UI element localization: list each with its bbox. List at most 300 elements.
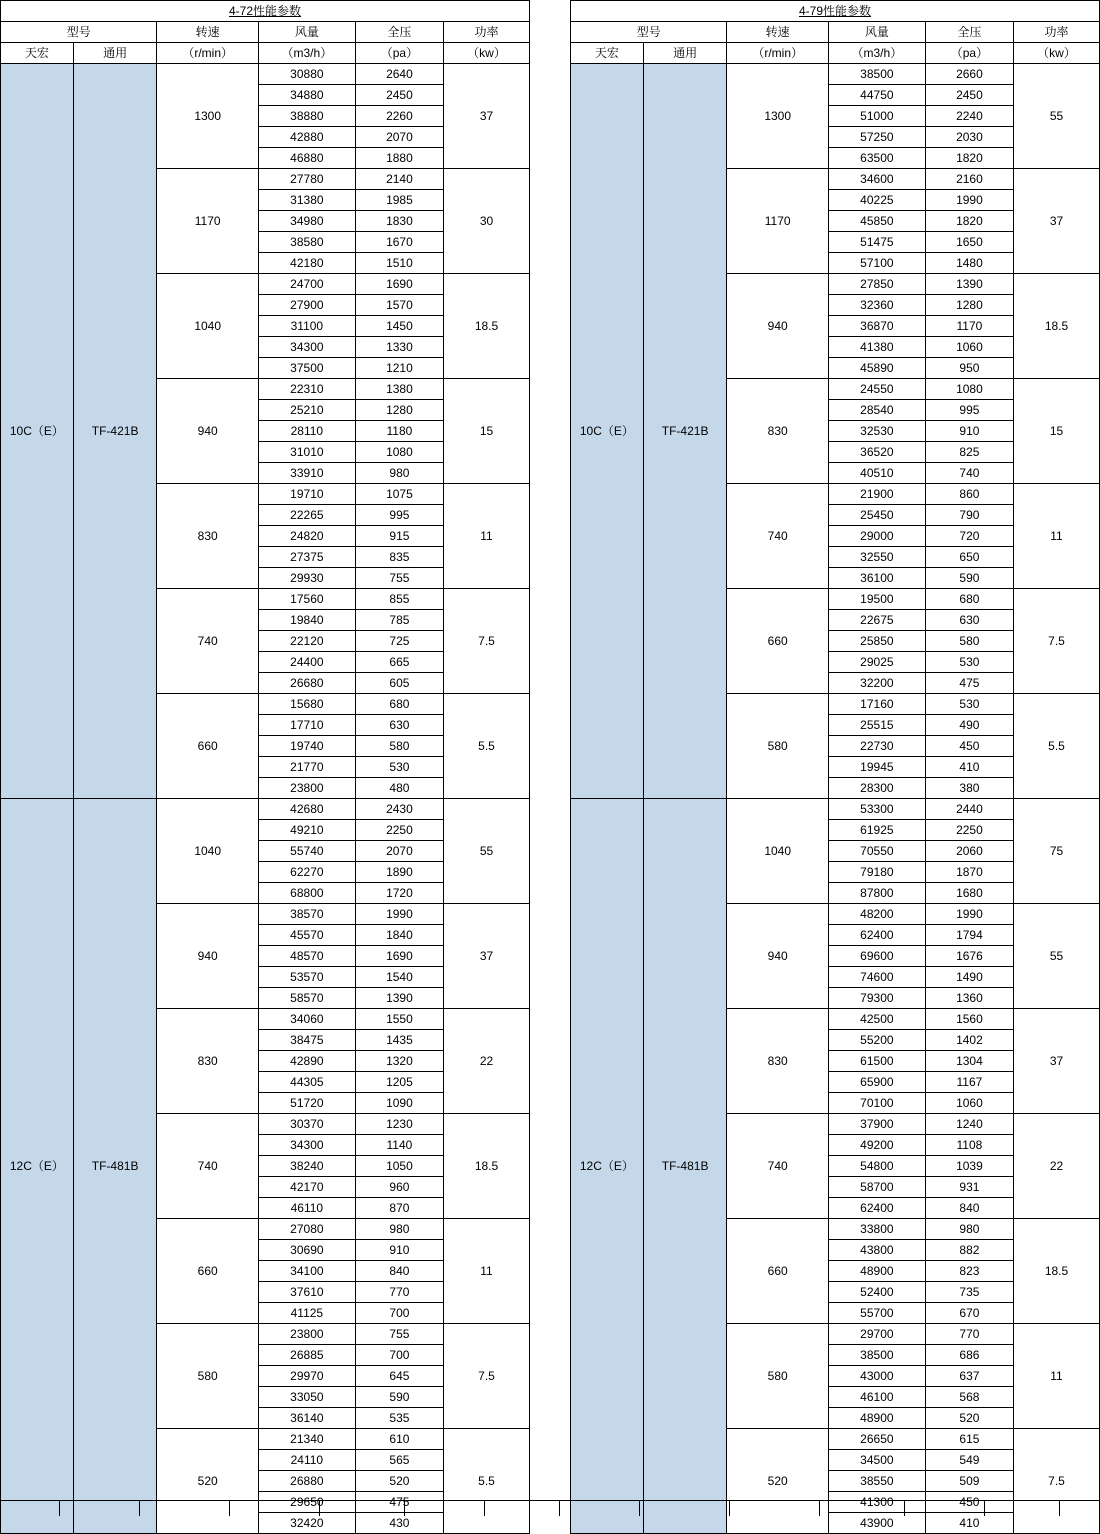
rpm-cell: 660 <box>157 694 258 799</box>
flow-cell: 25450 <box>828 505 925 526</box>
flow-cell: 61925 <box>828 820 925 841</box>
rpm-cell: 830 <box>157 484 258 589</box>
flow-cell: 46110 <box>258 1198 355 1219</box>
pressure-cell: 995 <box>925 400 1013 421</box>
flow-cell: 37900 <box>828 1114 925 1135</box>
flow-cell: 49210 <box>258 820 355 841</box>
sheet-strip-cell <box>60 1501 140 1516</box>
pressure-cell: 630 <box>925 610 1013 631</box>
pressure-cell: 1840 <box>355 925 443 946</box>
pressure-cell: 2250 <box>355 820 443 841</box>
flow-cell: 62400 <box>828 925 925 946</box>
pressure-cell: 630 <box>355 715 443 736</box>
flow-cell: 57250 <box>828 127 925 148</box>
flow-cell: 33800 <box>828 1219 925 1240</box>
header-brand-common: 通用 <box>73 43 157 64</box>
flow-cell: 27080 <box>258 1219 355 1240</box>
header-brand-tianhong: 天宏 <box>1 43 74 64</box>
pressure-cell: 680 <box>355 694 443 715</box>
rpm-cell: 940 <box>727 904 828 1009</box>
flow-cell: 51000 <box>828 106 925 127</box>
pressure-cell: 480 <box>355 778 443 799</box>
rpm-cell: 940 <box>727 274 828 379</box>
pressure-cell: 450 <box>925 736 1013 757</box>
flow-cell: 51475 <box>828 232 925 253</box>
sheet-bottom-strip <box>0 1500 1100 1516</box>
flow-cell: 34300 <box>258 337 355 358</box>
flow-cell: 41380 <box>828 337 925 358</box>
flow-cell: 25515 <box>828 715 925 736</box>
pressure-cell: 1140 <box>355 1135 443 1156</box>
flow-cell: 38500 <box>828 1345 925 1366</box>
flow-cell: 24550 <box>828 379 925 400</box>
flow-cell: 17710 <box>258 715 355 736</box>
model-common-cell: TF-421B <box>643 64 727 799</box>
pressure-cell: 1990 <box>925 190 1013 211</box>
rpm-cell: 660 <box>157 1219 258 1324</box>
rpm-cell: 1040 <box>157 799 258 904</box>
power-cell: 55 <box>444 799 530 904</box>
pressure-cell: 1380 <box>355 379 443 400</box>
flow-cell: 21770 <box>258 757 355 778</box>
pressure-cell: 980 <box>355 1219 443 1240</box>
flow-cell: 34060 <box>258 1009 355 1030</box>
flow-cell: 32550 <box>828 547 925 568</box>
flow-cell: 21340 <box>258 1429 355 1450</box>
flow-cell: 62270 <box>258 862 355 883</box>
flow-cell: 28300 <box>828 778 925 799</box>
pressure-cell: 509 <box>925 1471 1013 1492</box>
header-rpm-unit: （r/min） <box>727 43 828 64</box>
flow-cell: 29025 <box>828 652 925 673</box>
perf-table-4-72 <box>0 0 530 1534</box>
pressure-cell: 580 <box>925 631 1013 652</box>
pressure-cell: 1090 <box>355 1093 443 1114</box>
flow-cell: 19710 <box>258 484 355 505</box>
header-pressure: 全压 <box>925 22 1013 43</box>
pressure-cell: 1450 <box>355 316 443 337</box>
flow-cell: 43900 <box>828 1513 925 1534</box>
pressure-cell: 520 <box>925 1408 1013 1429</box>
flow-cell: 42880 <box>258 127 355 148</box>
table-title-text: 4-79性能参数 <box>798 4 872 18</box>
flow-cell: 58570 <box>258 988 355 1009</box>
pressure-cell: 520 <box>355 1471 443 1492</box>
pressure-cell: 410 <box>925 1513 1013 1534</box>
pressure-cell: 835 <box>355 547 443 568</box>
power-cell: 5.5 <box>444 694 530 799</box>
pressure-cell: 2140 <box>355 169 443 190</box>
pressure-cell: 1794 <box>925 925 1013 946</box>
flow-cell: 58700 <box>828 1177 925 1198</box>
pressure-cell: 590 <box>355 1387 443 1408</box>
pressure-cell: 605 <box>355 673 443 694</box>
flow-cell: 48570 <box>258 946 355 967</box>
rpm-cell: 1300 <box>727 64 828 169</box>
header-flow: 风量 <box>258 22 355 43</box>
pressure-cell: 2450 <box>355 85 443 106</box>
flow-cell: 34500 <box>828 1450 925 1471</box>
perf-table-4-79 <box>570 0 1100 1534</box>
rpm-cell: 660 <box>727 589 828 694</box>
pressure-cell: 790 <box>925 505 1013 526</box>
power-cell: 55 <box>1014 904 1100 1009</box>
pressure-cell: 1880 <box>355 148 443 169</box>
flow-cell: 42890 <box>258 1051 355 1072</box>
pressure-cell: 1990 <box>355 904 443 925</box>
pressure-cell: 1108 <box>925 1135 1013 1156</box>
flow-cell: 29000 <box>828 526 925 547</box>
pressure-cell: 475 <box>925 673 1013 694</box>
pressure-cell: 1080 <box>925 379 1013 400</box>
flow-cell: 36100 <box>828 568 925 589</box>
flow-cell: 22310 <box>258 379 355 400</box>
pressure-cell: 549 <box>925 1450 1013 1471</box>
pressure-cell: 725 <box>355 631 443 652</box>
power-cell: 11 <box>1014 1324 1100 1429</box>
rpm-cell: 740 <box>727 1114 828 1219</box>
pressure-cell: 645 <box>355 1366 443 1387</box>
pressure-cell: 1320 <box>355 1051 443 1072</box>
table-wrap-right <box>570 0 1100 1530</box>
pressure-cell: 995 <box>355 505 443 526</box>
pressure-cell: 1480 <box>925 253 1013 274</box>
flow-cell: 29700 <box>828 1324 925 1345</box>
flow-cell: 27375 <box>258 547 355 568</box>
flow-cell: 79300 <box>828 988 925 1009</box>
header-power: 功率 <box>444 22 530 43</box>
flow-cell: 22675 <box>828 610 925 631</box>
flow-cell: 32530 <box>828 421 925 442</box>
flow-cell: 74600 <box>828 967 925 988</box>
pressure-cell: 2030 <box>925 127 1013 148</box>
power-cell: 7.5 <box>444 589 530 694</box>
pressure-cell: 1720 <box>355 883 443 904</box>
flow-cell: 48900 <box>828 1261 925 1282</box>
pressure-cell: 490 <box>925 715 1013 736</box>
pressure-cell: 610 <box>355 1429 443 1450</box>
power-cell: 5.5 <box>1014 694 1100 799</box>
flow-cell: 25850 <box>828 631 925 652</box>
flow-cell: 42170 <box>258 1177 355 1198</box>
power-cell: 15 <box>444 379 530 484</box>
flow-cell: 26880 <box>258 1471 355 1492</box>
flow-cell: 45850 <box>828 211 925 232</box>
power-cell: 15 <box>1014 379 1100 484</box>
pressure-cell: 2060 <box>925 841 1013 862</box>
pressure-cell: 2250 <box>925 820 1013 841</box>
pressure-cell: 665 <box>355 652 443 673</box>
flow-cell: 44750 <box>828 85 925 106</box>
pressure-cell: 1990 <box>925 904 1013 925</box>
header-power: 功率 <box>1014 22 1100 43</box>
pressure-cell: 840 <box>925 1198 1013 1219</box>
pressure-cell: 1050 <box>355 1156 443 1177</box>
pressure-cell: 1560 <box>925 1009 1013 1030</box>
sheet-strip-cell <box>905 1501 985 1516</box>
flow-cell: 37500 <box>258 358 355 379</box>
pressure-cell: 530 <box>925 694 1013 715</box>
flow-cell: 31380 <box>258 190 355 211</box>
power-cell: 37 <box>444 904 530 1009</box>
flow-cell: 24400 <box>258 652 355 673</box>
flow-cell: 22730 <box>828 736 925 757</box>
pressure-cell: 720 <box>925 526 1013 547</box>
flow-cell: 24110 <box>258 1450 355 1471</box>
flow-cell: 38500 <box>828 64 925 85</box>
flow-cell: 29970 <box>258 1366 355 1387</box>
flow-cell: 15680 <box>258 694 355 715</box>
pressure-cell: 1304 <box>925 1051 1013 1072</box>
pressure-cell: 1039 <box>925 1156 1013 1177</box>
rpm-cell: 940 <box>157 904 258 1009</box>
flow-cell: 33050 <box>258 1387 355 1408</box>
power-cell: 11 <box>1014 484 1100 589</box>
sheet-strip-cell <box>985 1501 1060 1516</box>
rpm-cell: 1170 <box>157 169 258 274</box>
rpm-cell: 520 <box>727 1429 828 1534</box>
pressure-cell: 450 <box>925 1492 1013 1513</box>
flow-cell: 27780 <box>258 169 355 190</box>
flow-cell: 34880 <box>258 85 355 106</box>
header-row-primary <box>1 22 530 43</box>
header-power-unit: （kw） <box>444 43 530 64</box>
flow-cell: 38570 <box>258 904 355 925</box>
power-cell: 7.5 <box>1014 1429 1100 1534</box>
flow-cell: 21900 <box>828 484 925 505</box>
rpm-cell: 580 <box>727 1324 828 1429</box>
pressure-cell: 380 <box>925 778 1013 799</box>
power-cell: 75 <box>1014 799 1100 904</box>
flow-cell: 34600 <box>828 169 925 190</box>
rpm-cell: 740 <box>157 589 258 694</box>
flow-cell: 19840 <box>258 610 355 631</box>
flow-cell: 41125 <box>258 1303 355 1324</box>
pressure-cell: 1690 <box>355 946 443 967</box>
pressure-cell: 1330 <box>355 337 443 358</box>
pressure-cell: 910 <box>925 421 1013 442</box>
pressure-cell: 1680 <box>925 883 1013 904</box>
pressure-cell: 1650 <box>925 232 1013 253</box>
pressure-cell: 2240 <box>925 106 1013 127</box>
pressure-cell: 580 <box>355 736 443 757</box>
pressure-cell: 2070 <box>355 127 443 148</box>
flow-cell: 38550 <box>828 1471 925 1492</box>
flow-cell: 61500 <box>828 1051 925 1072</box>
pressure-cell: 960 <box>355 1177 443 1198</box>
pressure-cell: 1280 <box>925 295 1013 316</box>
flow-cell: 36140 <box>258 1408 355 1429</box>
table-row <box>1 799 530 820</box>
power-cell: 22 <box>1014 1114 1100 1219</box>
power-cell: 37 <box>444 64 530 169</box>
pressure-cell: 1167 <box>925 1072 1013 1093</box>
pressure-cell: 686 <box>925 1345 1013 1366</box>
pressure-cell: 1390 <box>355 988 443 1009</box>
sheet-strip-cell <box>820 1501 905 1516</box>
pressure-cell: 860 <box>925 484 1013 505</box>
rpm-cell: 940 <box>157 379 258 484</box>
flow-cell: 48200 <box>828 904 925 925</box>
flow-cell: 19945 <box>828 757 925 778</box>
column-gap <box>530 0 570 1516</box>
pressure-cell: 1540 <box>355 967 443 988</box>
flow-cell: 30880 <box>258 64 355 85</box>
flow-cell: 31010 <box>258 442 355 463</box>
pressure-cell: 855 <box>355 589 443 610</box>
rpm-cell: 830 <box>727 379 828 484</box>
pressure-cell: 2430 <box>355 799 443 820</box>
pressure-cell: 1240 <box>925 1114 1013 1135</box>
pressure-cell: 1060 <box>925 337 1013 358</box>
power-cell: 22 <box>444 1009 530 1114</box>
pressure-cell: 1080 <box>355 442 443 463</box>
rpm-cell: 1300 <box>157 64 258 169</box>
flow-cell: 79180 <box>828 862 925 883</box>
header-power-unit: （kw） <box>1014 43 1100 64</box>
rpm-cell: 580 <box>157 1324 258 1429</box>
pressure-cell: 1510 <box>355 253 443 274</box>
pressure-cell: 870 <box>355 1198 443 1219</box>
flow-cell: 28540 <box>828 400 925 421</box>
flow-cell: 37610 <box>258 1282 355 1303</box>
sheet-strip-cell <box>140 1501 230 1516</box>
model-tianhong-cell: 12C（E） <box>571 799 644 1534</box>
flow-cell: 40510 <box>828 463 925 484</box>
flow-cell: 40225 <box>828 190 925 211</box>
pressure-cell: 530 <box>355 757 443 778</box>
header-model: 型号 <box>1 22 157 43</box>
pressure-cell: 1820 <box>925 148 1013 169</box>
pressure-cell: 770 <box>355 1282 443 1303</box>
power-cell: 55 <box>1014 64 1100 169</box>
flow-cell: 55740 <box>258 841 355 862</box>
pressure-cell: 700 <box>355 1303 443 1324</box>
pressure-cell: 1170 <box>925 316 1013 337</box>
flow-cell: 38880 <box>258 106 355 127</box>
flow-cell: 38240 <box>258 1156 355 1177</box>
flow-cell: 27850 <box>828 274 925 295</box>
flow-cell: 43800 <box>828 1240 925 1261</box>
power-cell: 5.5 <box>444 1429 530 1534</box>
pressure-cell: 475 <box>355 1492 443 1513</box>
flow-cell: 42180 <box>258 253 355 274</box>
pressure-cell: 740 <box>925 463 1013 484</box>
pressure-cell: 590 <box>925 568 1013 589</box>
flow-cell: 26885 <box>258 1345 355 1366</box>
flow-cell: 38580 <box>258 232 355 253</box>
flow-cell: 68800 <box>258 883 355 904</box>
pressure-cell: 1210 <box>355 358 443 379</box>
flow-cell: 51720 <box>258 1093 355 1114</box>
flow-cell: 69600 <box>828 946 925 967</box>
flow-cell: 23800 <box>258 1324 355 1345</box>
pressure-cell: 1870 <box>925 862 1013 883</box>
flow-cell: 22265 <box>258 505 355 526</box>
pressure-cell: 910 <box>355 1240 443 1261</box>
pressure-cell: 535 <box>355 1408 443 1429</box>
flow-cell: 65900 <box>828 1072 925 1093</box>
flow-cell: 33910 <box>258 463 355 484</box>
flow-cell: 29930 <box>258 568 355 589</box>
flow-cell: 44305 <box>258 1072 355 1093</box>
header-brand-tianhong: 天宏 <box>571 43 644 64</box>
flow-cell: 63500 <box>828 148 925 169</box>
pressure-cell: 530 <box>925 652 1013 673</box>
pressure-cell: 980 <box>355 463 443 484</box>
flow-cell: 22120 <box>258 631 355 652</box>
power-cell: 11 <box>444 484 530 589</box>
table-wrap-left <box>0 0 530 1530</box>
flow-cell: 25210 <box>258 400 355 421</box>
sheet-strip-cell <box>405 1501 485 1516</box>
power-cell: 30 <box>444 169 530 274</box>
flow-cell: 53570 <box>258 967 355 988</box>
power-cell: 18.5 <box>444 274 530 379</box>
model-common-cell: TF-481B <box>73 799 157 1534</box>
pressure-cell: 2260 <box>355 106 443 127</box>
flow-cell: 32420 <box>258 1513 355 1534</box>
pressure-cell: 1890 <box>355 862 443 883</box>
pressure-cell: 882 <box>925 1240 1013 1261</box>
sheet-strip-cell <box>485 1501 560 1516</box>
power-cell: 37 <box>1014 1009 1100 1114</box>
flow-cell: 62400 <box>828 1198 925 1219</box>
pressure-cell: 1230 <box>355 1114 443 1135</box>
pressure-cell: 1280 <box>355 400 443 421</box>
flow-cell: 17560 <box>258 589 355 610</box>
pressure-cell: 1390 <box>925 274 1013 295</box>
pressure-cell: 1676 <box>925 946 1013 967</box>
flow-cell: 55200 <box>828 1030 925 1051</box>
flow-cell: 34300 <box>258 1135 355 1156</box>
rpm-cell: 1170 <box>727 169 828 274</box>
rpm-cell: 740 <box>157 1114 258 1219</box>
rpm-cell: 580 <box>727 694 828 799</box>
flow-cell: 34100 <box>258 1261 355 1282</box>
header-flow: 风量 <box>828 22 925 43</box>
flow-cell: 46100 <box>828 1387 925 1408</box>
header-rpm-unit: （r/min） <box>157 43 258 64</box>
sheet-strip-cell <box>320 1501 405 1516</box>
power-cell: 18.5 <box>1014 274 1100 379</box>
pressure-cell: 1435 <box>355 1030 443 1051</box>
pressure-cell: 840 <box>355 1261 443 1282</box>
flow-cell: 41300 <box>828 1492 925 1513</box>
flow-cell: 17160 <box>828 694 925 715</box>
flow-cell: 46880 <box>258 148 355 169</box>
pressure-cell: 1360 <box>925 988 1013 1009</box>
table-title-row <box>1 1 530 22</box>
header-row-units <box>1 43 530 64</box>
flow-cell: 70550 <box>828 841 925 862</box>
rpm-cell: 660 <box>727 1219 828 1324</box>
pressure-cell: 2160 <box>925 169 1013 190</box>
power-cell: 11 <box>444 1219 530 1324</box>
rpm-cell: 1040 <box>157 274 258 379</box>
flow-cell: 28110 <box>258 421 355 442</box>
flow-cell: 87800 <box>828 883 925 904</box>
pressure-cell: 1075 <box>355 484 443 505</box>
flow-cell: 32360 <box>828 295 925 316</box>
sheet-strip-cell <box>230 1501 320 1516</box>
sheet-strip-cell <box>730 1501 820 1516</box>
power-cell: 37 <box>1014 169 1100 274</box>
pressure-cell: 1180 <box>355 421 443 442</box>
pressure-cell: 1402 <box>925 1030 1013 1051</box>
sheet-strip-cell <box>0 1501 60 1516</box>
pressure-cell: 1060 <box>925 1093 1013 1114</box>
